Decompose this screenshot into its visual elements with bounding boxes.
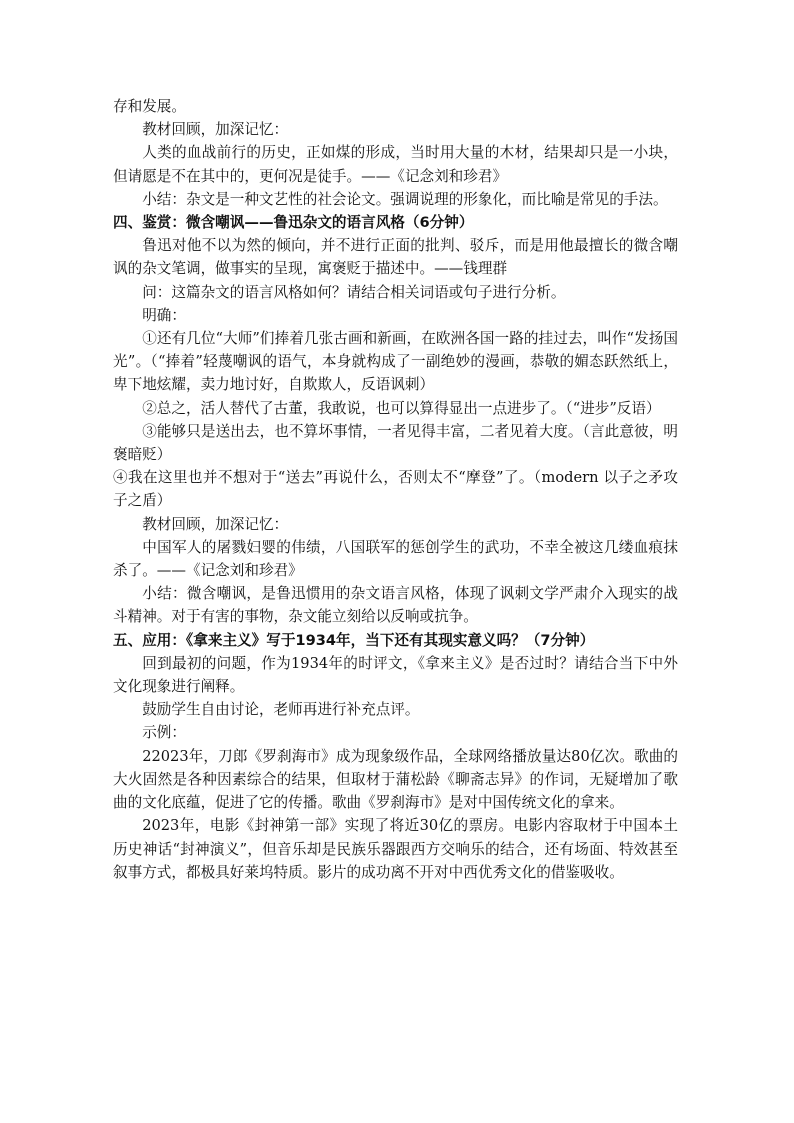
section-heading-4: 四、鉴赏：微含嘲讽——鲁迅杂文的语言风格（6分钟）: [113, 214, 474, 232]
paragraph-summary-2: 小结：微含嘲讽，是鲁迅惯用的杂文语言风格，体现了讽刺文学严肃介入现实的战斗精神。对于有害的事物，杂文能立刻给以反响或抗争。: [113, 585, 678, 626]
paragraph-discussion: 鼓励学生自由讨论，老师再进行补充点评。: [142, 701, 420, 719]
paragraph-review-label: 教材回顾，加深记忆：: [142, 121, 289, 139]
paragraph-sample-fengshen: 2023年，电影《封神第一部》实现了将近30亿的票房。电影内容取材于中国本土历史神话“封神演义”，但音乐却是民族乐器跟西方交响乐的结合，还有场面、特效甚至叙事方式，都极具好莱坞特质。影片的成功离不开对中西优秀文化的借鉴吸收。: [113, 817, 678, 881]
paragraph-example-4: ④我在这里也并不想对于“送去”再说什么，否则太不“摩登”了。（modern 以子之矛攻子之盾）: [113, 469, 678, 510]
paragraph-qian-liqun-quote: 鲁迅对他不以为然的倾向，并不进行正面的批判、驳斥，而是用他最擅长的微含嘲讽的杂文笔调，做事实的呈现，寓褒贬于描述中。——钱理群: [113, 237, 678, 278]
paragraph-example-2: ②总之，活人替代了古董，我敢说，也可以算得显出一点进步了。（“进步”反语）: [142, 399, 661, 417]
paragraph-question: 问：这篇杂文的语言风格如何？请结合相关词语或句子进行分析。: [142, 283, 566, 301]
paragraph-continuation: 存和发展。: [113, 98, 186, 115]
paragraph-sample-luocha: 22023年，刀郎《罗刹海市》成为现象级作品，全球网络播放量达80亿次。歌曲的大火固然是各种因素综合的结果，但取材于蒲松龄《聊斋志异》的作词，无疑增加了歌曲的文化底蕴，促进了它的传播。歌曲《罗刹海市》是对中国传统文化的拿来。: [113, 747, 678, 812]
section-heading-5: 五、应用：《拿来主义》写于1934年，当下还有其现实意义吗？（7分钟）: [113, 631, 595, 649]
paragraph-sample-label: 示例：: [142, 724, 186, 742]
paragraph-return-question: 回到最初的问题，作为1934年的时评文，《拿来主义》是否过时？请结合当下中外文化现象进行阐释。: [113, 654, 678, 696]
paragraph-quote-liuhezhen-2: 中国军人的屠戮妇婴的伟绩，八国联军的惩创学生的武功，不幸全被这几缕血痕抹杀了。——《记念刘和珍君》: [113, 538, 678, 580]
document-page: [113, 95, 678, 884]
paragraph-example-3: ③能够只是送出去，也不算坏事情，一者见得丰富，二者见着大度。（言此意彼，明褒暗贬）: [113, 422, 678, 464]
paragraph-example-1: ①还有几位“大师”们捧着几张古画和新画，在欧洲各国一路的挂过去，叫作“发扬国光”。（“捧着”轻蔑嘲讽的语气，本身就构成了一副绝妙的漫画，恭敬的媚态跃然纸上，卑下地炫耀，卖力地讨好，自欺欺人，反语讽刺）: [113, 330, 678, 394]
paragraph-answer-label: 明确：: [142, 306, 186, 324]
paragraph-review-label-2: 教材回顾，加深记忆：: [142, 515, 289, 533]
paragraph-quote-liuhezhen: 人类的血战前行的历史，正如煤的形成，当时用大量的木材，结果却只是一小块，但请愿是不在其中的，更何况是徒手。——《记念刘和珍君》: [113, 144, 678, 185]
paragraph-summary-1: 小结：杂文是一种文艺性的社会论文。强调说理的形象化，而比喻是常见的手法。: [142, 190, 668, 208]
